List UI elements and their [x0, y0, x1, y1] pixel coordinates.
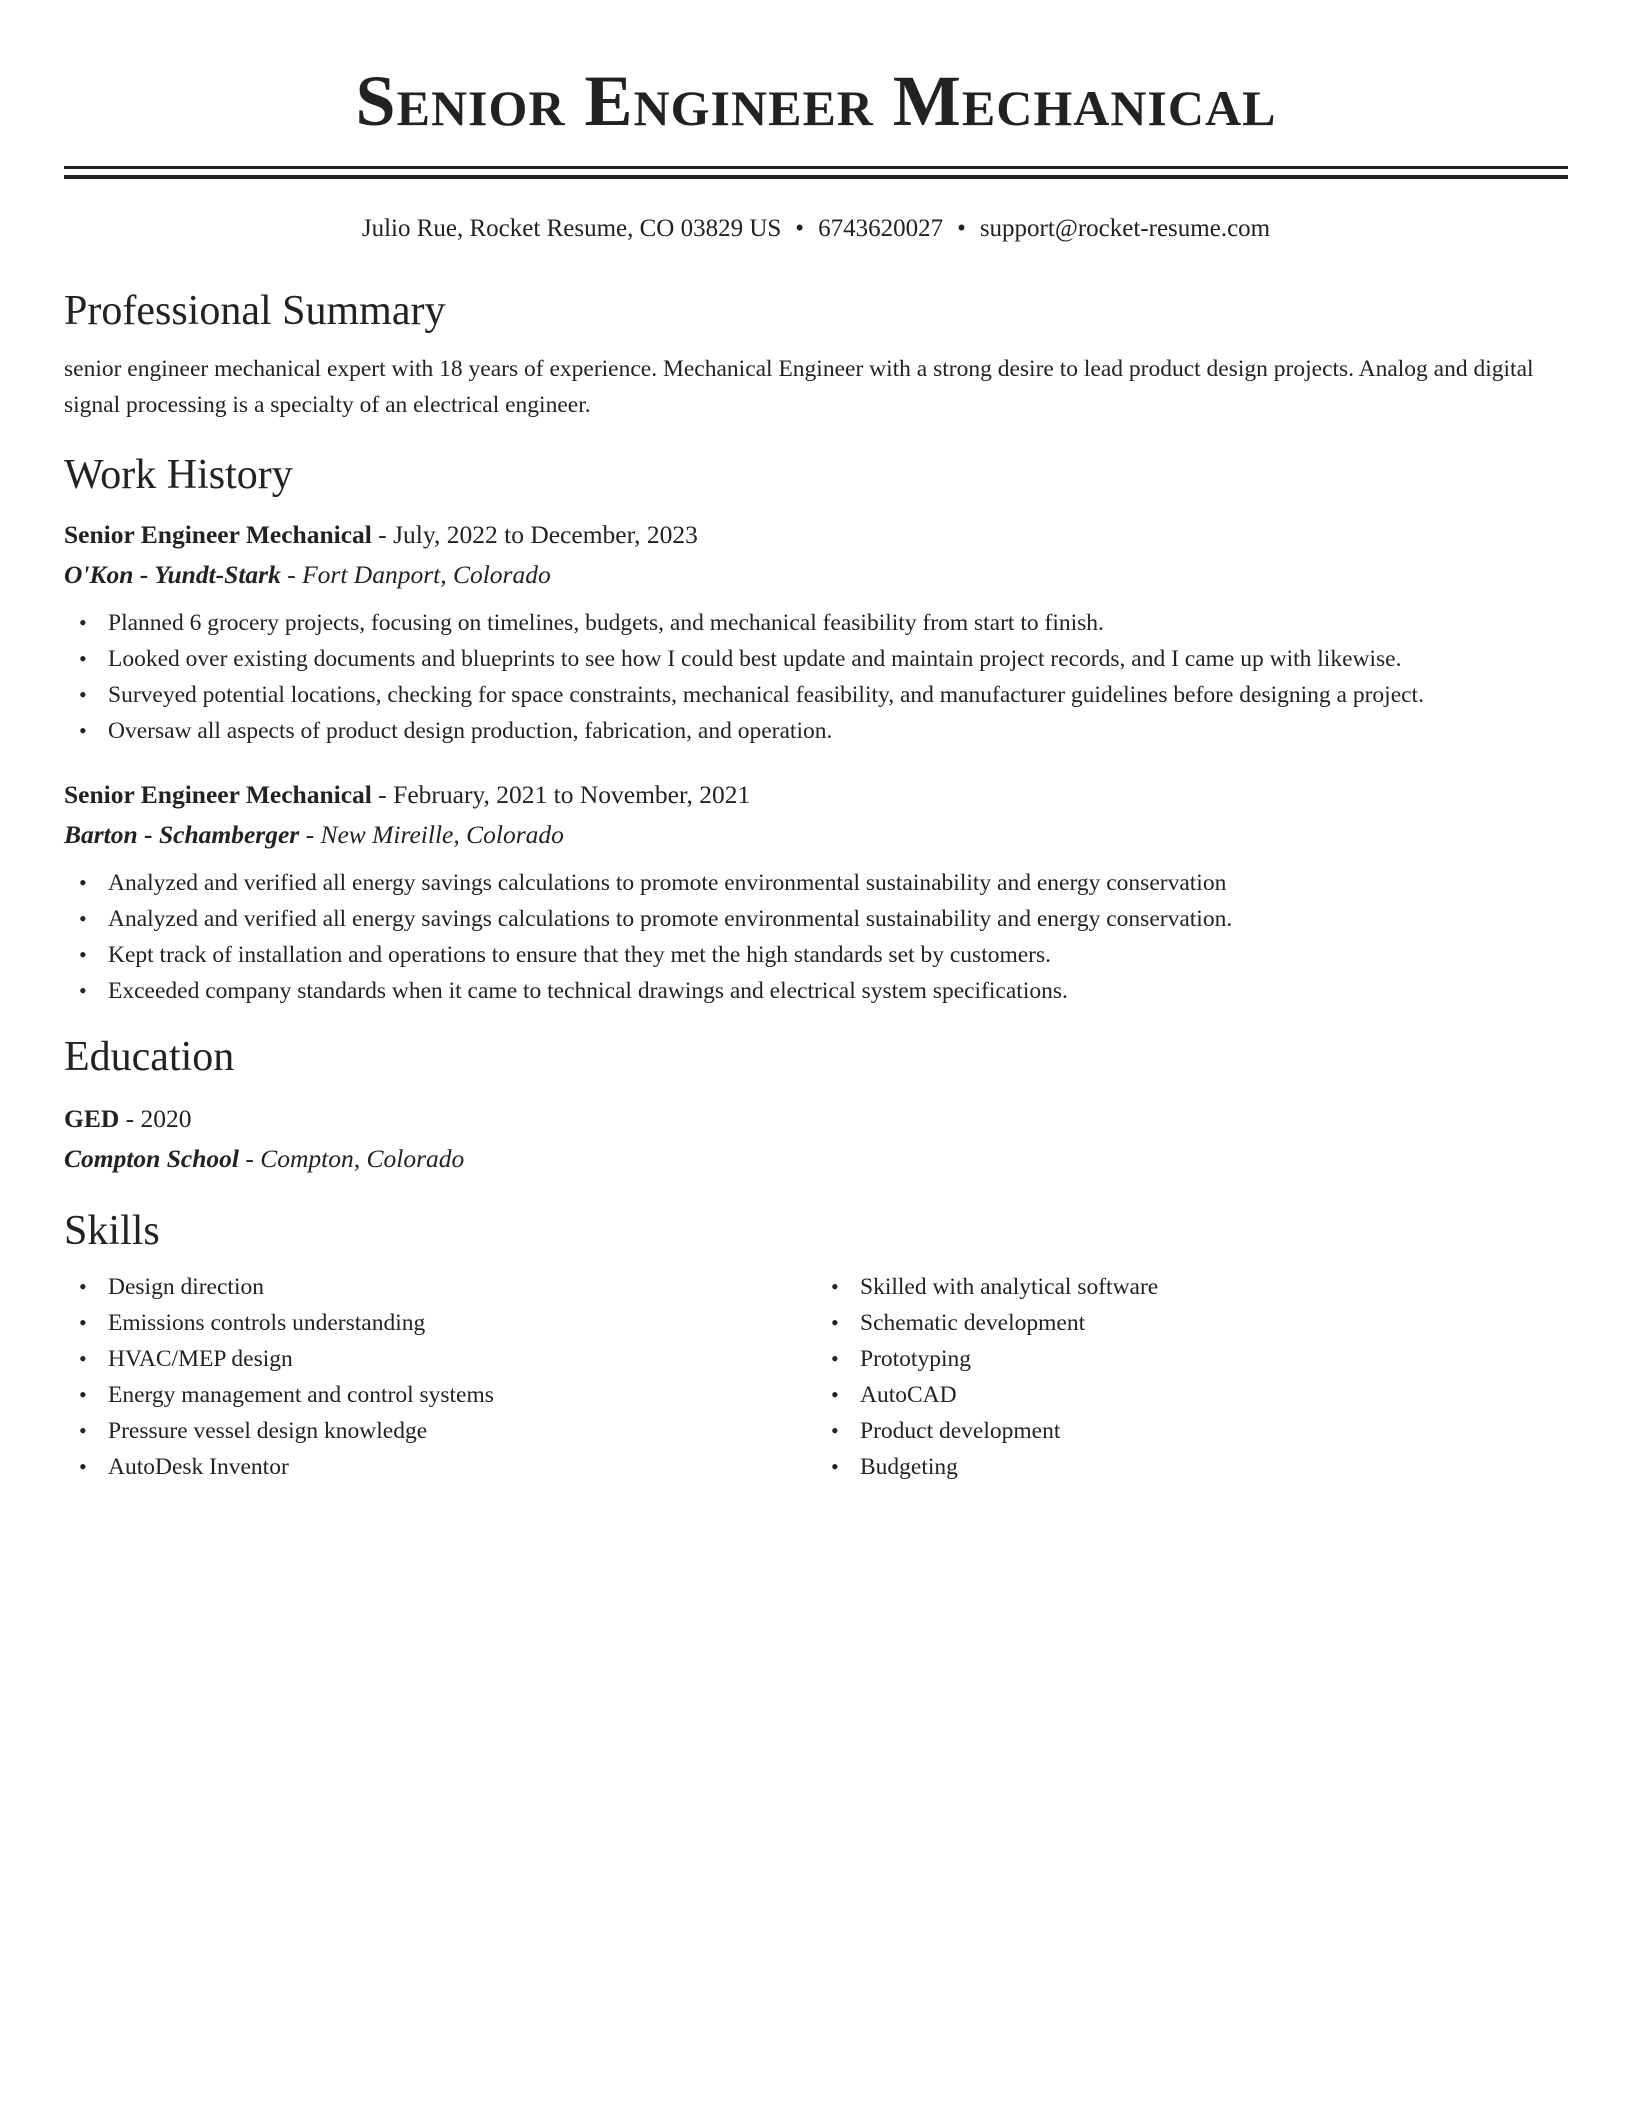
list-item [79, 1269, 816, 1305]
skill-text: Skilled with analytical software [860, 1274, 1159, 1300]
list-item [79, 641, 1568, 677]
bullet-text: Analyzed and verified all energy savings calculations to promote environmental sustainability and energy conservation [108, 870, 1227, 896]
section-heading: Professional Summary [64, 288, 446, 334]
bullet-text: Analyzed and verified all energy savings calculations to promote environmental sustainability and energy conservation. [108, 906, 1233, 932]
skill-text: Schematic development [860, 1310, 1086, 1336]
bullet-icon: • [79, 610, 87, 635]
section-heading: Work History [64, 452, 293, 498]
job-dates: - July, 2022 to December, 2023 [371, 520, 698, 549]
job-entry [64, 775, 1568, 1009]
list-item [79, 1449, 816, 1485]
list-item [79, 973, 1568, 1009]
job-bullets [64, 605, 1568, 749]
job-company-line [64, 555, 1568, 595]
skill-text: Emissions controls understanding [108, 1310, 426, 1336]
skill-text: Prototyping [860, 1346, 971, 1372]
list-item [79, 937, 1568, 973]
contact-address: Julio Rue, Rocket Resume, CO 03829 US [361, 215, 782, 242]
job-company: O'Kon - Yundt-Stark [64, 560, 281, 589]
summary-text: senior engineer mechanical expert with 18 years of experience. Mechanical Engineer with a strong desire to lead product design projects. Analog and digital signal processing is a specialty of an electrical engineer. [64, 356, 1534, 418]
skills-column-right [816, 1269, 1568, 1485]
professional-summary-section [64, 285, 1568, 423]
education-year: - 2020 [119, 1104, 192, 1133]
section-heading: Skills [64, 1208, 160, 1254]
title-divider-bottom [64, 175, 1568, 179]
education-degree: GED [64, 1104, 120, 1133]
list-item [79, 1377, 816, 1413]
list-item [79, 865, 1568, 901]
skill-text: HVAC/MEP design [108, 1346, 293, 1372]
list-item [831, 1341, 1568, 1377]
job-entry [64, 515, 1568, 749]
job-location: - New Mireille, Colorado [299, 820, 564, 849]
bullet-icon: • [79, 1346, 87, 1371]
job-location: - Fort Danport, Colorado [280, 560, 551, 589]
contact-separator: • [957, 215, 966, 242]
bullet-icon: • [831, 1346, 839, 1371]
bullet-icon: • [79, 1454, 87, 1479]
bullet-icon: • [79, 718, 87, 743]
skill-text: Product development [860, 1418, 1061, 1444]
list-item [79, 677, 1568, 713]
bullet-icon: • [831, 1274, 839, 1299]
job-company-line [64, 815, 1568, 855]
bullet-icon: • [79, 942, 87, 967]
list-item [831, 1449, 1568, 1485]
bullet-icon: • [79, 1382, 87, 1407]
skills-section [64, 1205, 1568, 1485]
education-school-line [64, 1139, 1568, 1179]
list-item [79, 1341, 816, 1377]
title-divider-top [64, 166, 1568, 169]
job-title: Senior Engineer Mechanical [64, 520, 372, 549]
skills-list [816, 1269, 1568, 1485]
education-section [64, 1031, 1568, 1179]
job-title-line [64, 515, 1568, 555]
job-bullets [64, 865, 1568, 1009]
education-entry [64, 1099, 1568, 1179]
bullet-icon: • [79, 1418, 87, 1443]
education-location: - Compton, Colorado [239, 1144, 465, 1173]
bullet-text: Exceeded company standards when it came to technical drawings and electrical system specifications. [108, 978, 1068, 1004]
bullet-text: Kept track of installation and operations to ensure that they met the high standards set by customers. [108, 942, 1052, 968]
job-company: Barton - Schamberger [64, 820, 300, 849]
bullet-text: Looked over existing documents and blueprints to see how I could best update and maintain project records, and I came up with likewise. [108, 646, 1402, 672]
bullet-icon: • [79, 906, 87, 931]
list-item [831, 1305, 1568, 1341]
bullet-icon: • [831, 1310, 839, 1335]
bullet-icon: • [79, 682, 87, 707]
list-item [831, 1377, 1568, 1413]
list-item [79, 1413, 816, 1449]
bullet-icon: • [831, 1382, 839, 1407]
bullet-text: Surveyed potential locations, checking for space constraints, mechanical feasibility, and manufacturer guidelines before designing a project. [108, 682, 1424, 708]
bullet-icon: • [79, 978, 87, 1003]
list-item [79, 713, 1568, 749]
education-degree-line [64, 1099, 1568, 1139]
bullet-icon: • [831, 1418, 839, 1443]
skills-grid [64, 1269, 1568, 1485]
list-item [831, 1269, 1568, 1305]
bullet-icon: • [79, 1310, 87, 1335]
work-history-section [64, 449, 1568, 1009]
bullet-text: Oversaw all aspects of product design production, fabrication, and operation. [108, 718, 833, 744]
resume-title: Senior Engineer Mechanical [355, 61, 1277, 141]
skill-text: AutoDesk Inventor [108, 1454, 289, 1480]
job-title: Senior Engineer Mechanical [64, 780, 372, 809]
contact-separator: • [795, 215, 805, 242]
education-school: Compton School [64, 1144, 240, 1173]
skill-text: Pressure vessel design knowledge [108, 1418, 428, 1444]
bullet-icon: • [831, 1454, 839, 1479]
bullet-text: Planned 6 grocery projects, focusing on timelines, budgets, and mechanical feasibility from start to finish. [108, 610, 1104, 636]
skills-column-left [64, 1269, 816, 1485]
bullet-icon: • [79, 1274, 87, 1299]
list-item [831, 1413, 1568, 1449]
bullet-icon: • [79, 870, 87, 895]
contact-line [64, 213, 1568, 245]
job-title-line [64, 775, 1568, 815]
skill-text: Budgeting [860, 1454, 958, 1480]
skill-text: Energy management and control systems [108, 1382, 494, 1408]
section-heading: Education [64, 1034, 235, 1080]
contact-email: support@rocket-resume.com [979, 215, 1271, 242]
bullet-icon: • [79, 646, 87, 671]
list-item [79, 1305, 816, 1341]
list-item [79, 605, 1568, 641]
contact-phone: 6743620027 [818, 215, 944, 242]
list-item [79, 901, 1568, 937]
job-dates: - February, 2021 to November, 2021 [371, 780, 751, 809]
skill-text: Design direction [108, 1274, 264, 1300]
skill-text: AutoCAD [860, 1382, 957, 1408]
skills-list [64, 1269, 816, 1485]
